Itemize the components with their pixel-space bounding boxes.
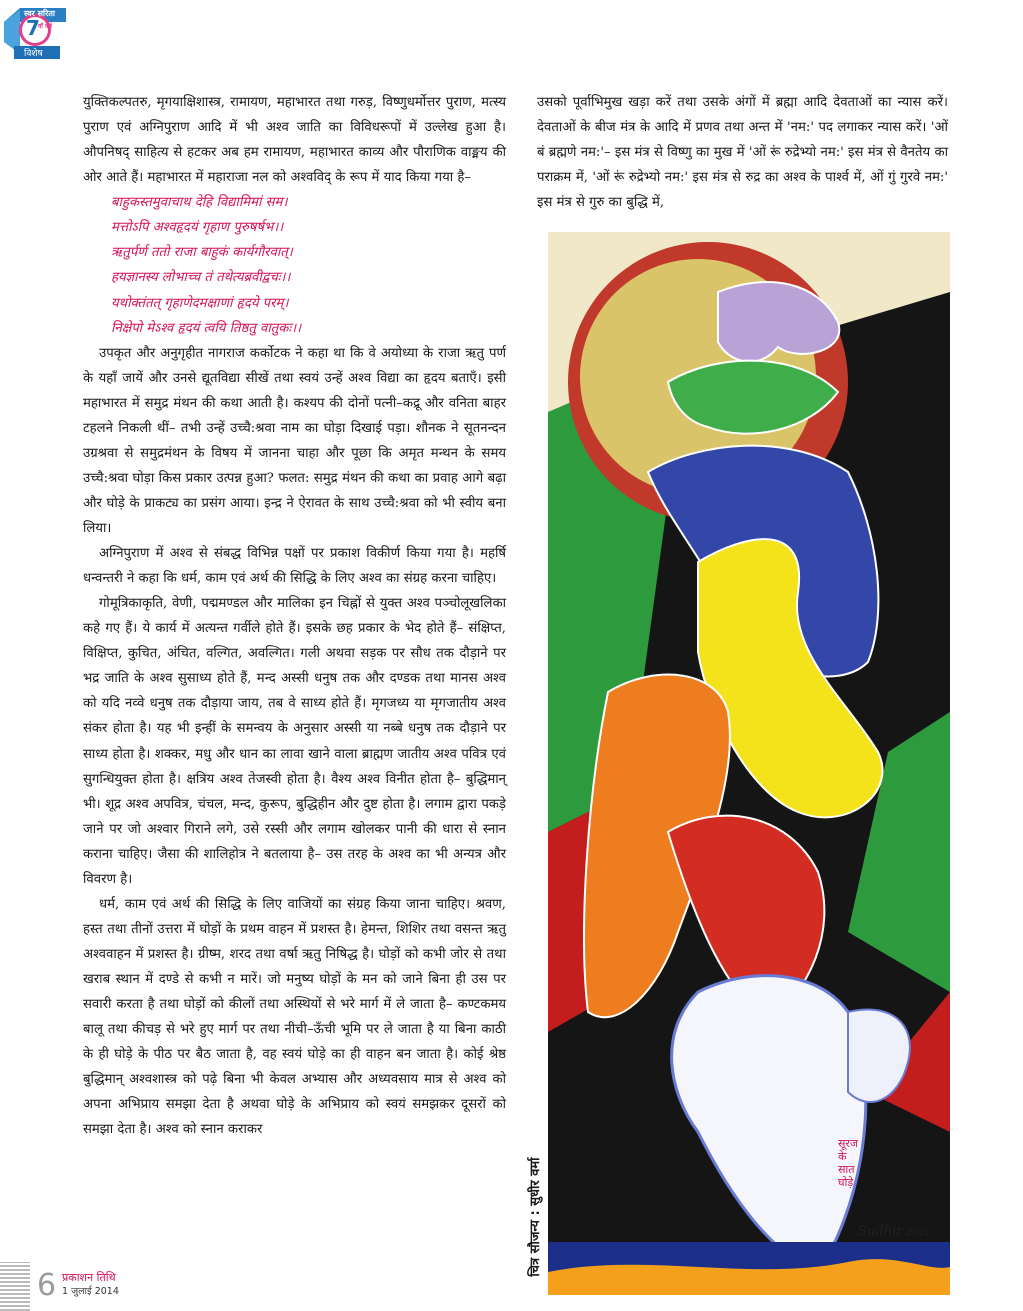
inscription-line: सात — [838, 1163, 855, 1176]
verse-line: बाहुकस्तमुवाचाथ देहि विद्यामिमां सम। — [111, 195, 288, 211]
verse-line: निक्षेपो मेऽश्व हृदयं त्वयि तिष्ठतु वातुकः।। — [111, 320, 302, 336]
left-paragraph-5: धर्म, काम एवं अर्थ की सिद्धि के लिए वाजियों का संग्रह किया जाना चाहिए। श्रवण, हस्त तथा तीनों उत्तरा में घोड़ों के प्रथम वाहन में प्रशस्त है। हेमन्त, शिशिर तथा वसन्त ऋतु अश्ववाहन में प्रशस्त है। ग्रीष्म, शरद तथा वर्षा ऋतु निषिद्ध है। घोड़ों को कभी जोर से तथा खराब स्थान में दण्डे से कभी न मारें। जो मनुष्य घोड़ों के मन को जाने बिना ही उस पर सवारी करता है तथा घोड़ों को कीलों तथा अस्थियों से भरे मार्ग में ले जाता है– कण्टकमय बालू तथा कीचड़ से भरे हुए मार्ग पर तथा नीची–ऊँची भूमि पर ले जाता है या बिना काठी के ही घोड़े के पीठ पर बैठ जाता है, वह स्वयं घोड़े का ही वाहन बन जाता है। कोई श्रेष्ठ बुद्धिमान् अश्वशास्त्र को पढ़े बिना भी केवल अभ्यास और अध्यवसाय मात्र से अश्व को अपना अभिप्राय समझा देता है अथवा घोड़े के अभिप्राय को स्वयं समझकर दूसरों को समझा देता है। अश्व को स्नान कराकर — [83, 896, 506, 1138]
verse-line: हयज्ञानस्य लोभाच्च तं तथेत्यब्रवीद्वचः।। — [111, 270, 291, 286]
badge-bottom-text: विशेष — [24, 49, 43, 59]
page-footer — [0, 1262, 540, 1311]
inscription-line: घोड़े — [838, 1176, 854, 1189]
left-paragraph-4: गोमूत्रिकाकृति, वेणी, पद्ममण्डल और मालिका इन चिह्नों से युक्त अश्व पञ्चोलूखलिका कहे गए हैं। ये कार्य में अत्यन्त गर्वीले होते हैं। इसके छह प्रकार के भेद होते हैं– संक्षिप्त, विक्षिप्त, कुचित, अंचित, वल्गित, अवल्गित। गली अथवा सड़क पर सौध तक दौड़ाने पर भद्र जाति के अश्व सुसाध्य होते हैं, मन्द अस्सी धनुष तक और दण्डक तथा मानस अश्व को यदि नव्वे धनुष तक दौड़ाया जाय, तब वे साध्य होते हैं। मृगजध्य या मृगजातीय अश्व संकर होता है। यह भी इन्हीं के समन्वय के अनुसार अस्सी या नब्बे धनुष तक दौड़ाने पर साध्य होता है। शक्कर, मधु और धान का लावा खाने वाला ब्राह्मण जातीय अश्व पवित्र एवं सुगन्धियुक्त होता है। क्षत्रिय अश्व तेजस्वी होता है। वैश्य अश्व विनीत होता है– बुद्धिमान् भी। शूद्र अश्व अपवित्र, चंचल, मन्द, कुरूप, बुद्धिहीन और दुष्ट होता है। लगाम द्वारा पकड़े जाने पर जो अश्वार गिराने लगे, उसे रस्सी और लगाम खोलकर पानी की धारा से स्नान कराना चाहिए। जैसा की शालिहोत्र ने बतलाया है– उस तरह के अश्व का भी अन्यत्र और विवरण है। — [83, 596, 506, 887]
verse-line: ऋतुर्पर्ण ततो राजा बाहुकं कार्यगौरवात्। — [111, 245, 293, 261]
right-paragraph-1: उसको पूर्वाभिमुख खड़ा करें तथा उसके अंगों में ब्रह्मा आदि देवताओं का न्यास करें। देवताओं के बीज मंत्र के आदि में प्रणव तथा अन्त में 'नम:' पद लगाकर न्यास करें। 'ओं बं ब्रह्मणे नम:'– इस मंत्र से विष्णु का मुख में 'ओं रूं रुद्रेभ्यो नम:' इस मंत्र से वैनतेय का पराक्रम में, 'ओं रूं रुद्रेभ्यो नम:' इस मंत्र से रुद्र का अश्व के पार्श्व में, ओं गुं गुरवे नम:' इस मंत्र से गुरु का बुद्धि में, — [537, 95, 948, 211]
signature-text: Sudhir — [858, 1224, 903, 1239]
left-column — [83, 90, 506, 1142]
artist-signature — [858, 1224, 929, 1239]
seven-horses-painting — [548, 232, 950, 1295]
footer-stripe — [0, 1262, 30, 1311]
left-paragraph-2: उपकृत और अनुगृहीत नागराज कर्कोटक ने कहा था कि वे अयोध्या के राजा ऋतु पर्ण के यहाँ जायें और उनसे द्यूतविद्या सीखें तथा स्वयं उन्हें अश्व विद्या का हृदय बताएँ। इसी महाभारत में समुद्र मंथन की कथा आती है। कश्यप की दोनों पत्नी–कद्रू और वनिता बाहर टहलने निकली थीं– तभी उन्हें उच्चै:श्रवा नाम का घोड़ा दिखाई पड़ा। शौनक ने सूतनन्दन उग्रश्रवा से समुद्रमंथन के विषय में जानना चाहा और पूछा कि अमृत मन्थन के समय उच्चै:श्रवा घोड़ा किस प्रकार उत्पन्न हुआ? फलत: समुद्र मंथन की कथा का प्रवाह आगे बढ़ा और घोड़े के प्राकट्य का प्रसंग आया। इन्द्र ने ऐरावत के साथ उच्चै:श्रवा को भी स्वीय बना लिया। — [83, 345, 506, 537]
painting-inscription — [838, 1137, 858, 1189]
sanskrit-verse — [83, 190, 506, 341]
inscription-line: सूरज — [838, 1137, 859, 1150]
left-paragraph-3: अग्निपुराण में अश्व से संबद्ध विभिन्न पक्षों पर प्रकाश विकीर्ण किया गया है। महर्षि धन्वन्तरी ने कहा कि धर्म, काम एवं अर्थ की सिद्धि के लिए अश्व का संग्रह करना चाहिए। — [83, 546, 506, 587]
badge-number: 7 — [26, 16, 40, 40]
badge-suffix: वाँ वर्ष — [38, 23, 52, 30]
right-column — [537, 90, 948, 215]
image-credit-text: चित्र सौजन्य : सुधीर वर्मा — [528, 1157, 543, 1277]
verse-line: मत्तोऽपि अश्वहृदयं गृहाण पुरुषर्षभ।। — [111, 220, 284, 236]
badge-top-text: स्वर सरिता — [24, 9, 56, 18]
publication-label: प्रकाशन तिथि — [62, 1271, 116, 1284]
page-number: 6 — [37, 1268, 57, 1303]
left-paragraph-1: युक्तिकल्पतरु, मृगयाक्षिशास्त्र, रामायण, महाभारत तथा गरुड़, विष्णुधर्मोत्तर पुराण, मत्स्य पुराण एवं अग्निपुराण आदि में भी अश्व जाति का विविधरूपों में उल्लेख हुआ है। औपनिषद् साहित्य से हटकर अब हम रामायण, महाभारत काव्य और पौराणिक वाङ्मय की ओर आते हैं। महाभारत में महाराजा नल को अश्वविद् के रूप में याद किया गया है– — [83, 95, 506, 186]
anniversary-badge — [2, 2, 68, 60]
inscription-line: के — [838, 1150, 847, 1163]
verse-line: यथोक्तंतत् गृहाणेदमक्षाणां हृदये परम्। — [111, 295, 289, 311]
signature-year: 2k25 — [906, 1228, 930, 1238]
publication-date: 1 जुलाई 2014 — [62, 1286, 119, 1297]
